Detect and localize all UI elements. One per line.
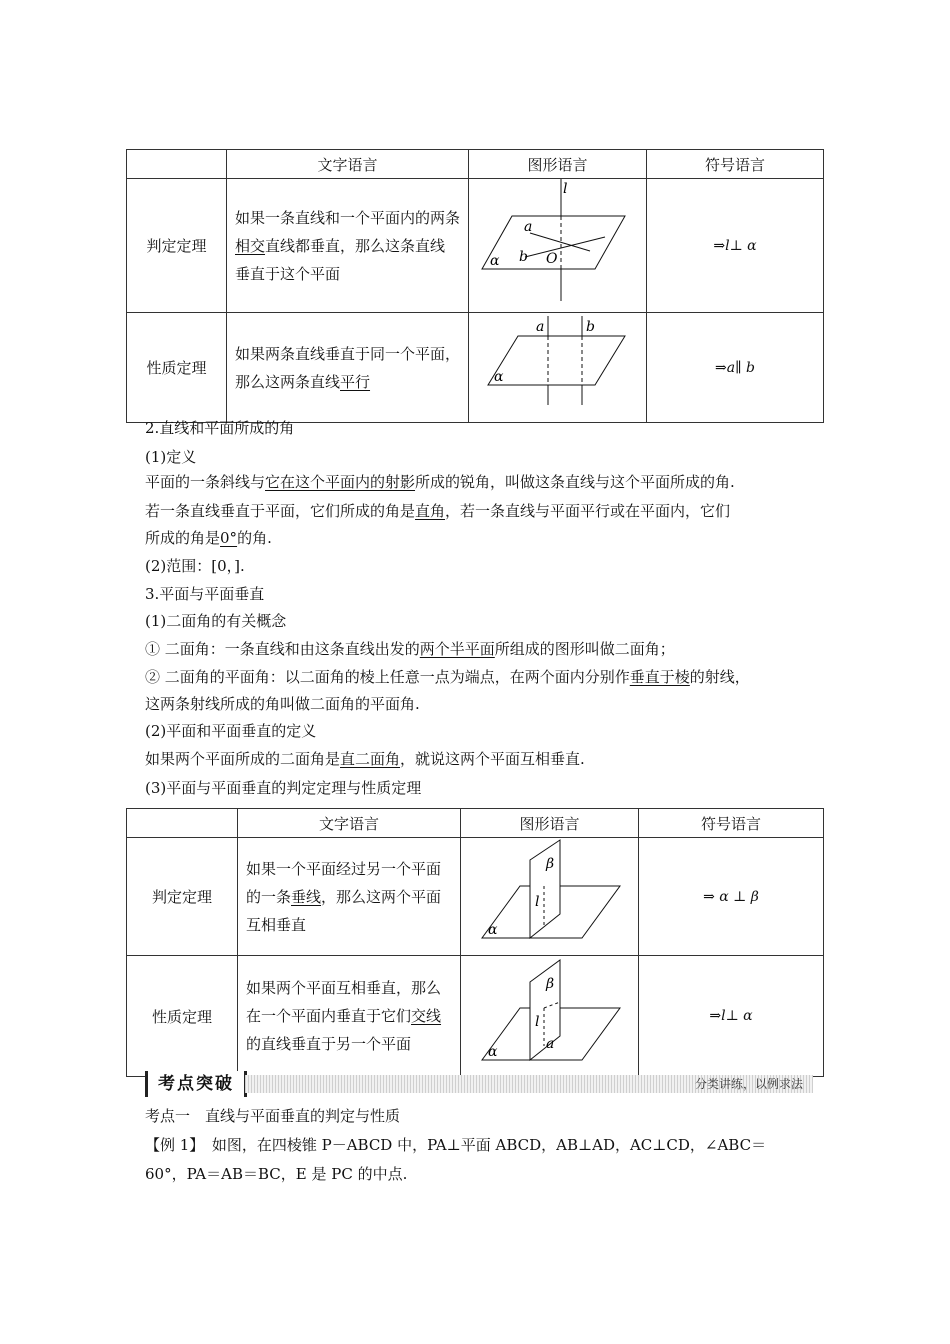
subheading: (1)二面角的有关概念 <box>145 612 287 630</box>
row-label: 性质定理 <box>127 313 227 423</box>
svg-text:a: a <box>523 219 532 235</box>
section-heading: 2.直线和平面所成的角 <box>145 419 295 437</box>
paragraph-line: 如果两个平面所成的二面角是直二面角，就说这两个平面互相垂直. <box>145 750 585 768</box>
table-header <box>127 809 824 838</box>
figure-plane-perp-property <box>461 956 639 1077</box>
svg-text:a: a <box>535 319 544 335</box>
kaodian-title: 考点一 直线与平面垂直的判定与性质 <box>145 1107 401 1125</box>
header-text: 文字语言 <box>238 809 461 838</box>
figure-plane-perp-judge <box>461 838 639 956</box>
table-row <box>127 956 824 1077</box>
svg-text:O: O <box>545 251 557 267</box>
paragraph-line: ① 二面角：一条直线和由这条直线出发的两个半平面所组成的图形叫做二面角； <box>145 640 675 658</box>
svg-text:α: α <box>487 922 497 938</box>
svg-text:β: β <box>545 856 554 872</box>
subheading: (3)平面与平面垂直的判定定理与性质定理 <box>145 779 422 797</box>
svg-text:b: b <box>518 249 528 265</box>
svg-text:α: α <box>489 253 499 269</box>
row-text: 如果一个平面经过另一个平面的一条垂线，那么这两个平面互相垂直 <box>238 838 461 956</box>
svg-text:l: l <box>534 894 539 910</box>
svg-text:a: a <box>545 1036 554 1052</box>
row-symbol: ⇒l⊥ α <box>639 956 824 1077</box>
row-symbol: ⇒ α ⊥ β <box>639 838 824 956</box>
svg-text:β: β <box>545 976 554 992</box>
row-text: 如果两个平面互相垂直，那么在一个平面内垂直于它们交线的直线垂直于另一个平面 <box>238 956 461 1077</box>
svg-text:α: α <box>493 369 503 385</box>
table-row <box>127 179 824 313</box>
header-empty <box>127 809 238 838</box>
paragraph-line: 若一条直线垂直于平面，它们所成的角是直角，若一条直线与平面平行或在平面内，它们 <box>145 502 731 520</box>
paragraph-line: ② 二面角的平面角：以二面角的棱上任意一点为端点，在两个面内分别作垂直于棱的射线， <box>145 668 750 686</box>
paragraph-line: 平面的一条斜线与它在这个平面内的射影所成的锐角，叫做这条直线与这个平面所成的角. <box>145 473 735 491</box>
row-label: 判定定理 <box>127 838 238 956</box>
svg-text:l: l <box>562 181 567 197</box>
table-plane-plane <box>126 808 824 1077</box>
subheading: (1)定义 <box>145 448 197 466</box>
svg-text:l: l <box>534 1014 539 1030</box>
table-row <box>127 838 824 956</box>
header-symbol: 符号语言 <box>647 150 824 179</box>
figure-parallel-lines <box>469 313 647 423</box>
band-subtitle: 分类讲练，以例求法 <box>694 1077 803 1091</box>
row-text: 如果两条直线垂直于同一个平面，那么这两条直线平行 <box>227 313 469 423</box>
svg-text:b: b <box>585 319 595 335</box>
subheading: (2)平面和平面垂直的定义 <box>145 722 317 740</box>
row-text: 如果一条直线和一个平面内的两条相交直线都垂直，那么这条直线垂直于这个平面 <box>227 179 469 313</box>
paragraph-line: 所成的角是0°的角. <box>145 529 272 547</box>
section-band <box>145 1071 813 1097</box>
figure-line-perp-plane <box>469 179 647 313</box>
header-figure: 图形语言 <box>469 150 647 179</box>
band-title: 考点突破 <box>145 1071 247 1097</box>
row-label: 性质定理 <box>127 956 238 1077</box>
example-line: 【例 1】 如图，在四棱锥 P－ABCD 中，PA⊥平面 ABCD，AB⊥AD，AC⊥CD，∠ABC＝ <box>145 1136 767 1154</box>
header-symbol: 符号语言 <box>639 809 824 838</box>
example-label: 【例 1】 <box>145 1136 197 1154</box>
header-text: 文字语言 <box>227 150 469 179</box>
table-row <box>127 313 824 423</box>
header-figure: 图形语言 <box>461 809 639 838</box>
row-label: 判定定理 <box>127 179 227 313</box>
example-line: 60°，PA＝AB＝BC，E 是 PC 的中点. <box>145 1165 408 1183</box>
range-line: (2)范围：[0，]. <box>145 557 245 575</box>
header-empty <box>127 150 227 179</box>
row-symbol: ⇒l⊥ α <box>647 179 824 313</box>
paragraph-line: 这两条射线所成的角叫做二面角的平面角. <box>145 695 420 713</box>
row-symbol: ⇒a∥ b <box>647 313 824 423</box>
svg-text:α: α <box>487 1044 497 1060</box>
table-header <box>127 150 824 179</box>
table-line-plane <box>126 149 824 423</box>
section-heading: 3.平面与平面垂直 <box>145 585 265 603</box>
